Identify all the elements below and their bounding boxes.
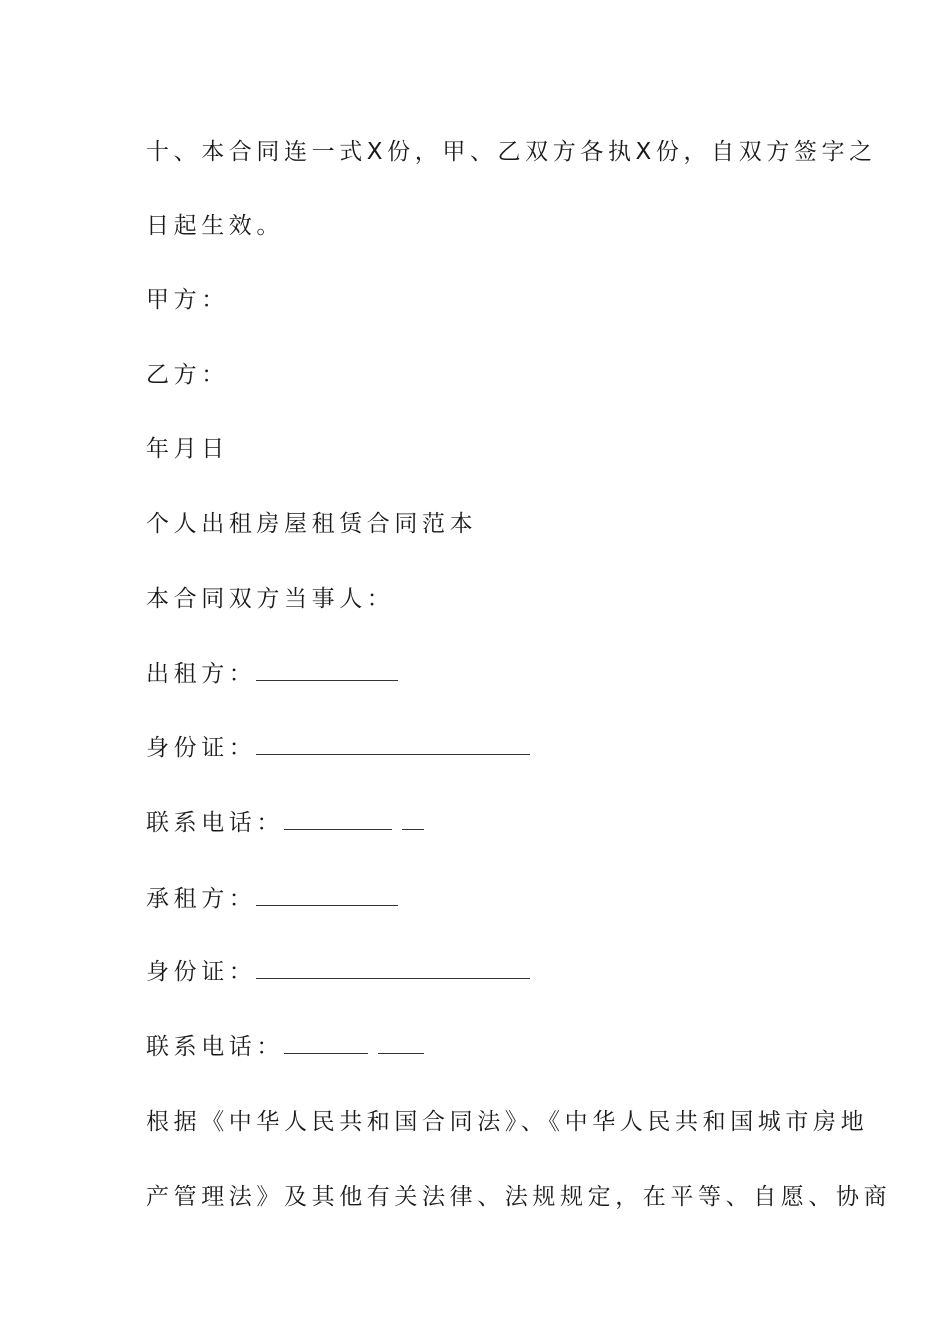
lessor-phone-blank-2[interactable]	[402, 809, 424, 830]
lessor-phone-blank-1[interactable]	[284, 809, 392, 830]
lessor-phone-label: 联系电话：	[146, 810, 284, 836]
lessor-blank[interactable]	[256, 660, 398, 681]
lessor-label: 出租方：	[146, 661, 257, 687]
lessor-id-blank[interactable]	[256, 734, 530, 755]
party-a-signature: 甲方：	[146, 287, 229, 313]
lessee-phone-label: 联系电话：	[146, 1034, 284, 1060]
lessor-phone-field	[146, 808, 434, 838]
basis-paragraph-line-1: 根据《中华人民共和国合同法》、《中华人民共和国城市房地	[146, 1109, 869, 1135]
lessor-id-field	[146, 733, 540, 763]
lessee-id-blank[interactable]	[256, 958, 530, 979]
lessee-phone-field	[146, 1032, 434, 1062]
party-b-signature: 乙方：	[146, 362, 229, 388]
lessor-id-label: 身份证：	[146, 735, 257, 761]
contract-title: 个人出租房屋租赁合同范本	[146, 511, 478, 537]
lessee-phone-blank-2[interactable]	[378, 1033, 424, 1054]
lessee-blank[interactable]	[256, 885, 398, 906]
clause-ten-line-2: 日起生效。	[146, 213, 284, 239]
lessee-id-field	[146, 957, 540, 987]
lessee-id-label: 身份证：	[146, 959, 257, 985]
lessee-field	[146, 884, 408, 914]
basis-paragraph-line-2: 产管理法》及其他有关法律、法规规定，在平等、自愿、协商	[146, 1184, 892, 1210]
clause-ten-line-1: 十、本合同连一式X份，甲、乙双方各执X份，自双方签字之	[146, 139, 877, 165]
lessee-phone-blank-1[interactable]	[284, 1033, 368, 1054]
lessee-label: 承租方：	[146, 886, 257, 912]
lessor-field	[146, 659, 408, 689]
parties-heading: 本合同双方当事人：	[146, 586, 395, 612]
date-line: 年月日	[146, 436, 229, 462]
